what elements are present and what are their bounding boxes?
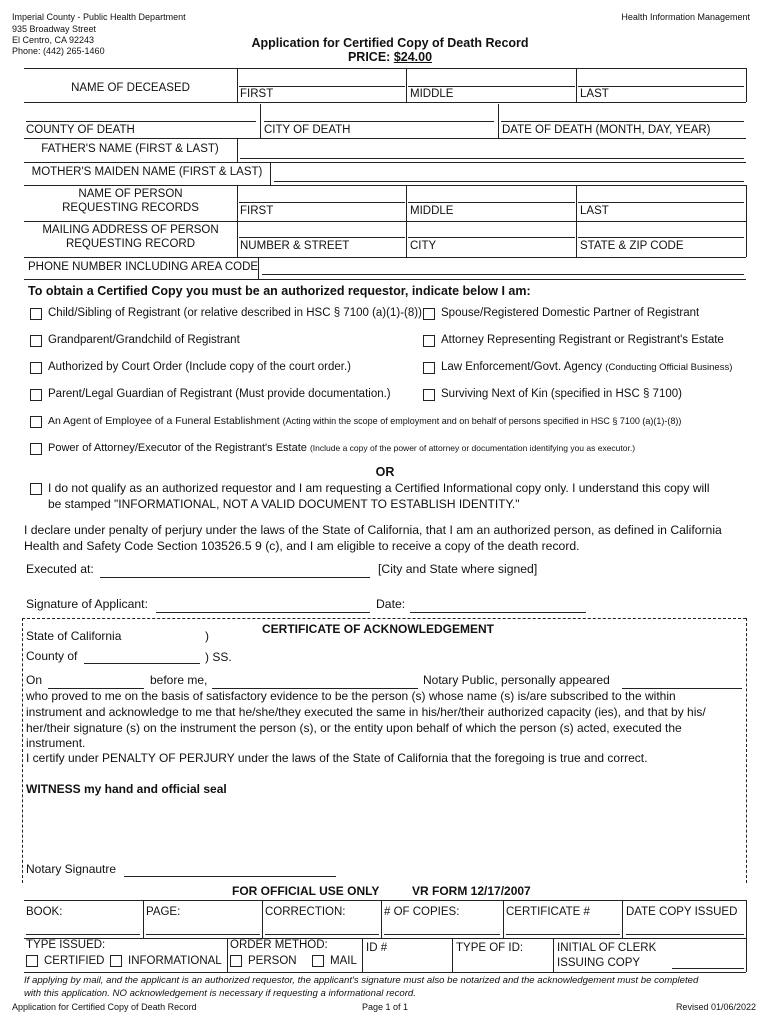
- parent-guardian-checkbox[interactable]: [30, 389, 42, 401]
- date-issued-label: DATE COPY ISSUED: [626, 906, 738, 918]
- law-enforcement-note: (Conducting Official Business): [605, 362, 733, 373]
- street-label: NUMBER & STREET: [240, 240, 350, 252]
- clerk-initial-label-2: ISSUING COPY: [557, 957, 641, 969]
- agency-city: El Centro, CA 92243: [12, 35, 95, 45]
- notary-state-paren: ): [205, 629, 209, 643]
- city-state-signed-label: [City and State where signed]: [378, 562, 538, 576]
- correction-label: CORRECTION:: [265, 906, 346, 918]
- notary-body-2: instrument and acknowledge to me that he/she/they executed the same in his/her/their authorized capacity (ies), and that by his/: [26, 705, 706, 719]
- power-of-attorney-checkbox[interactable]: [30, 443, 42, 455]
- applicant-signature-label: Signature of Applicant:: [26, 597, 148, 611]
- notary-signature-label: Notary Signautre: [26, 862, 117, 876]
- deceased-last-label: LAST: [580, 88, 609, 100]
- type-of-id-label: TYPE OF ID:: [456, 942, 524, 954]
- informational-checkbox[interactable]: [30, 483, 42, 495]
- funeral-agent-text: An Agent of Employee of a Funeral Establishment: [48, 415, 280, 427]
- informational-text-1: I do not qualify as an authorized requestor and I am requesting a Certified Informational copy only. I understand this copy will: [48, 481, 710, 495]
- state-zip-field[interactable]: [578, 237, 744, 238]
- requestor-middle-field[interactable]: [408, 202, 575, 203]
- attorney-label: Attorney Representing Registrant or Registrant's Estate: [441, 334, 724, 346]
- footer-page: Page 1 of 1: [362, 1002, 409, 1012]
- certified-checkbox[interactable]: [26, 955, 38, 967]
- vr-form-label: VR FORM 12/17/2007: [412, 884, 531, 898]
- declaration-line-1: I declare under penalty of perjury under the laws of the State of California, that I am an authorized person, as defined in California: [24, 523, 722, 537]
- footer-note-1: If applying by mail, and the applicant is an authorized requestor, the applicant's signature must also be notarized and the acknowledgement must be completed: [24, 975, 699, 986]
- person-checkbox[interactable]: [230, 955, 242, 967]
- order-method-label: ORDER METHOD:: [230, 939, 328, 951]
- requestor-last-field[interactable]: [578, 202, 744, 203]
- grandparent-label: Grandparent/Grandchild of Registrant: [48, 334, 240, 346]
- deceased-first-label: FIRST: [240, 88, 274, 100]
- price-label: PRICE:: [347, 50, 391, 64]
- notary-body-3: her/their signature (s) on the instrument the person (s), or the entity upon behalf of which the person (s) acted, executed the: [26, 721, 682, 735]
- person-label: PERSON: [248, 955, 297, 967]
- court-order-checkbox[interactable]: [30, 362, 42, 374]
- official-use-heading: FOR OFFICIAL USE ONLY: [232, 884, 380, 898]
- notary-before-me: before me,: [150, 673, 208, 687]
- mother-name-field[interactable]: [274, 181, 744, 182]
- book-label: BOOK:: [26, 906, 63, 918]
- notary-state: State of California: [26, 629, 122, 643]
- city-of-death-label: CITY OF DEATH: [264, 124, 351, 136]
- mailing-address-label-2: REQUESTING RECORD: [65, 238, 196, 250]
- next-of-kin-checkbox[interactable]: [423, 389, 435, 401]
- notary-body-4: instrument.: [26, 736, 86, 750]
- funeral-agent-note: (Acting within the scope of employment and on behalf of persons specified in HSC § 7100 (a)(1)-(8)): [282, 416, 682, 426]
- requestor-last-label: LAST: [580, 205, 609, 217]
- price-value: $24.00: [393, 50, 433, 64]
- informational-text-2: be stamped "INFORMATIONAL, NOT A VALID DOCUMENT TO ESTABLISH IDENTITY.": [48, 497, 520, 511]
- spouse-label: Spouse/Registered Domestic Partner of Registrant: [441, 307, 700, 319]
- copies-label: # OF COPIES:: [384, 906, 460, 918]
- page-label: PAGE:: [146, 906, 181, 918]
- date-of-death-label: DATE OF DEATH (MONTH, DAY, YEAR): [502, 124, 711, 136]
- power-of-attorney-text: Power of Attorney/Executor of the Registrant's Estate: [48, 442, 307, 454]
- certificate-number-label: CERTIFICATE #: [506, 906, 590, 918]
- requestor-middle-label: MIDDLE: [410, 205, 454, 217]
- phone-field[interactable]: [262, 274, 744, 275]
- executed-at-label: Executed at:: [26, 562, 94, 576]
- mailing-address-label-1: MAILING ADDRESS OF PERSON: [42, 224, 219, 236]
- mother-maiden-name-label: MOTHER'S MAIDEN NAME (FIRST & LAST): [31, 166, 263, 178]
- id-number-label: ID #: [366, 942, 388, 954]
- notary-county-field[interactable]: [84, 663, 200, 664]
- notary-on-label: On: [26, 673, 43, 687]
- type-issued-label: TYPE ISSUED:: [26, 939, 106, 951]
- authorized-heading: To obtain a Certified Copy you must be an authorized requestor, indicate below I am:: [28, 284, 531, 298]
- deceased-name-label: NAME OF DECEASED: [71, 82, 190, 94]
- mail-checkbox[interactable]: [312, 955, 324, 967]
- county-of-death-label: COUNTY OF DEATH: [26, 124, 135, 136]
- grandparent-checkbox[interactable]: [30, 335, 42, 347]
- informational-type-label: INFORMATIONAL: [128, 955, 222, 967]
- price-line: [200, 50, 580, 64]
- spouse-checkbox[interactable]: [423, 308, 435, 320]
- notary-body-1: who proved to me on the basis of satisfactory evidence to be the person (s) whose name (s) is/are subscribed to the within: [26, 689, 676, 703]
- attorney-checkbox[interactable]: [423, 335, 435, 347]
- city-field[interactable]: [408, 237, 575, 238]
- requestor-label-1: NAME OF PERSON: [78, 188, 183, 200]
- signature-date-label: Date:: [376, 597, 406, 611]
- footer-revised: Revised 01/06/2022: [675, 1002, 756, 1012]
- law-enforcement-text: Law Enforcement/Govt. Agency: [441, 361, 603, 373]
- informational-type-checkbox[interactable]: [110, 955, 122, 967]
- notary-signature-field[interactable]: [124, 876, 336, 877]
- certified-label: CERTIFIED: [44, 955, 105, 967]
- next-of-kin-label: Surviving Next of Kin (specified in HSC § 7100): [441, 388, 682, 400]
- clerk-initial-label-1: INITIAL OF CLERK: [557, 942, 657, 954]
- court-order-label: Authorized by Court Order (Include copy of the court order.): [48, 361, 351, 373]
- or-separator: OR: [375, 465, 395, 479]
- phone-label: PHONE NUMBER INCLUDING AREA CODE: [28, 261, 259, 273]
- father-name-label: FATHER'S NAME (FIRST & LAST): [41, 143, 219, 155]
- city-label: CITY: [410, 240, 437, 252]
- father-name-field[interactable]: [240, 158, 744, 159]
- law-enforcement-checkbox[interactable]: [423, 362, 435, 374]
- notary-penalty: I certify under PENALTY OF PERJURY under the laws of the State of California that the foregoing is true and correct.: [26, 751, 648, 765]
- power-of-attorney-label: [48, 442, 635, 454]
- agency-phone: Phone: (442) 265-1460: [12, 46, 105, 56]
- form-title: Application for Certified Copy of Death Record: [251, 36, 529, 50]
- declaration-line-2: Health and Safety Code Section 103526.5 9 (c), and I am eligible to receive a copy of the death record.: [24, 539, 580, 553]
- footer-form-name: Application for Certified Copy of Death Record: [12, 1002, 197, 1012]
- requestor-label-2: REQUESTING RECORDS: [62, 202, 199, 214]
- mail-label: MAIL: [330, 955, 357, 967]
- department-name: Health Information Management: [621, 12, 750, 22]
- executed-at-field[interactable]: [100, 577, 370, 578]
- deceased-middle-label: MIDDLE: [410, 88, 454, 100]
- clerk-initial-field[interactable]: [672, 968, 744, 969]
- requestor-first-label: FIRST: [240, 205, 274, 217]
- parent-guardian-label: Parent/Legal Guardian of Registrant (Must provide documentation.): [48, 388, 391, 400]
- law-enforcement-label: [441, 361, 732, 373]
- acknowledgement-title: CERTIFICATE OF ACKNOWLEDGEMENT: [262, 622, 494, 636]
- notary-county-label: County of: [26, 649, 78, 663]
- witness-label: WITNESS my hand and official seal: [26, 782, 227, 796]
- state-zip-label: STATE & ZIP CODE: [580, 240, 684, 252]
- signature-date-field[interactable]: [410, 612, 586, 613]
- applicant-signature-field[interactable]: [156, 612, 370, 613]
- requestor-first-field[interactable]: [239, 202, 405, 203]
- agency-name: Imperial County - Public Health Department: [12, 12, 186, 22]
- street-field[interactable]: [239, 237, 405, 238]
- agency-street: 935 Broadway Street: [12, 24, 97, 34]
- funeral-agent-checkbox[interactable]: [30, 416, 42, 428]
- notary-public-label: Notary Public, personally appeared: [423, 673, 610, 687]
- power-of-attorney-note: (Include a copy of the power of attorney or documentation identifying you as executor.): [309, 443, 636, 453]
- child-sibling-label: Child/Sibling of Registrant (or relative described in HSC § 7100 (a)(1)-(8)): [48, 307, 422, 319]
- child-sibling-checkbox[interactable]: [30, 308, 42, 320]
- funeral-agent-label: [48, 415, 681, 427]
- notary-ss: ) SS.: [205, 650, 232, 664]
- footer-note-2: with this application. NO acknowledgement is necessary if requesting a informational record.: [24, 988, 416, 999]
